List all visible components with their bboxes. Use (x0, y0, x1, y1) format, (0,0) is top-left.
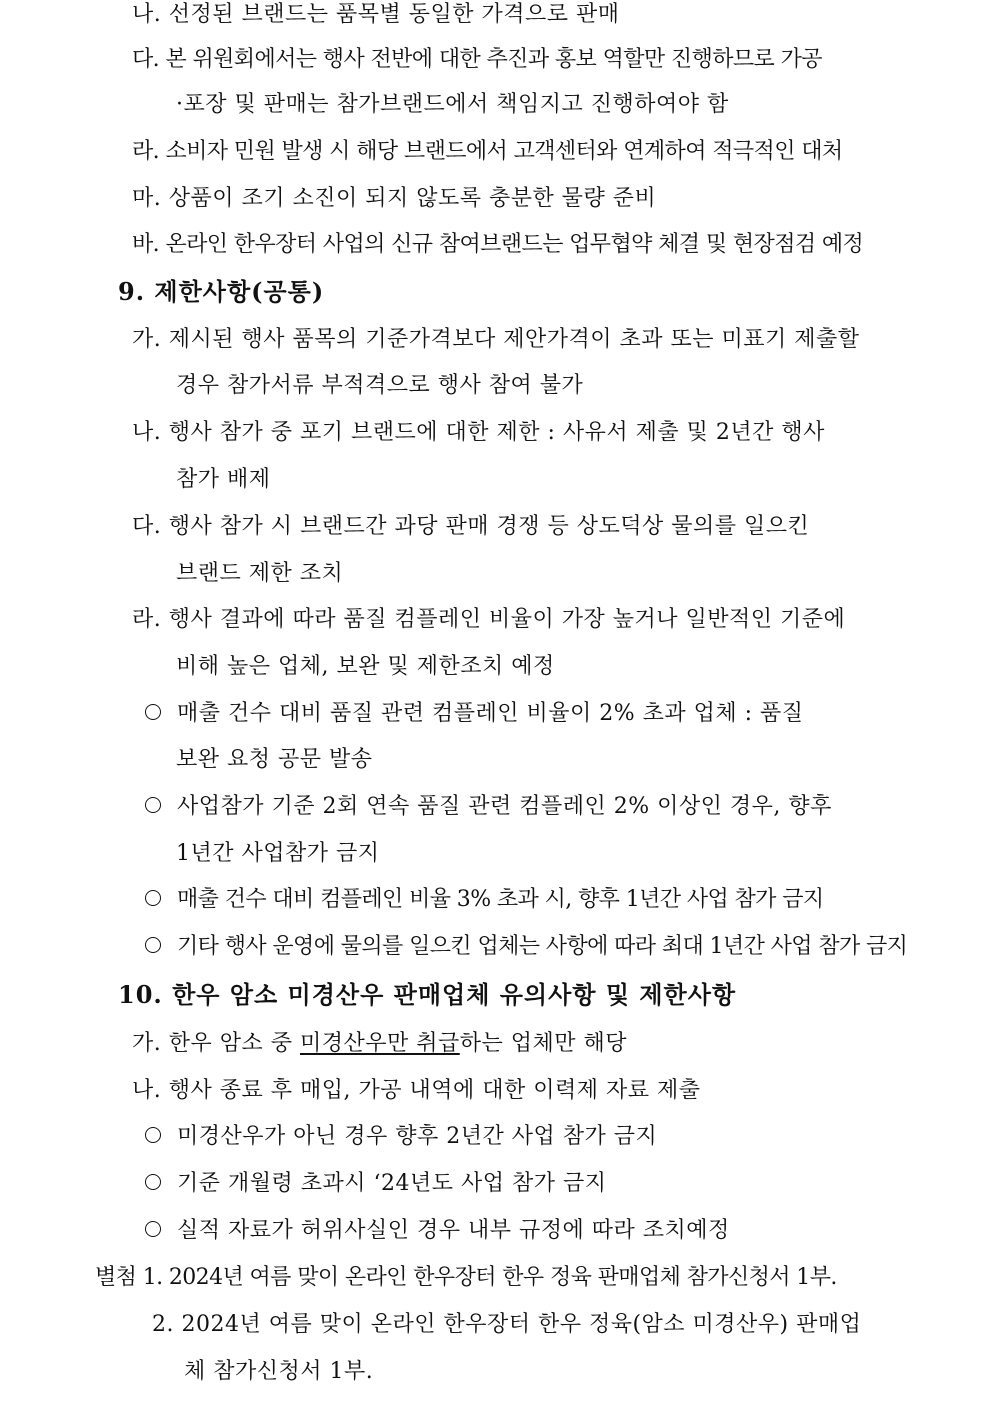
circle-bullet-icon (145, 937, 161, 953)
attachment-1: 별첨 1. 2024년 여름 맞이 온라인 한우장터 한우 정육 판매업체 참가신청서 1부. (95, 1265, 837, 1290)
item-na-continuation: 참가 배제 (176, 467, 271, 492)
underlined-phrase: 미경산우만 취급 (299, 1031, 460, 1056)
item-na-selected-brand: 나. 선정된 브랜드는 품목별 동일한 가격으로 판매 (132, 2, 620, 27)
attachment-2-continuation: 체 참가신청서 1부. (184, 1359, 374, 1384)
bullet-two-consecutive: 사업참가 기준 2회 연속 품질 관련 컴플레인 2% 이상인 경우, 향후 (145, 792, 832, 822)
bullet-not-heifer: 미경산우가 아닌 경우 향후 2년간 사업 참가 금지 (145, 1122, 657, 1152)
bullet-age-exceeded: 기준 개월령 초과시 ‘24년도 사업 참가 금지 (145, 1169, 606, 1199)
bullet-complaint-3pct: 매출 건수 대비 컴플레인 비율 3% 초과 시, 향후 1년간 사업 참가 금지 (145, 885, 824, 915)
bullet-other-misconduct: 기타 행사 운영에 물의를 일으킨 업체는 사항에 따라 최대 1년간 사업 참가 금지 (145, 932, 907, 962)
circle-bullet-icon (145, 797, 161, 813)
item-da-committee-role: 다. 본 위원회에서는 행사 전반에 대한 추진과 홍보 역할만 진행하므로 가공 (132, 47, 822, 72)
circle-bullet-icon (145, 1127, 161, 1143)
circle-bullet-icon (145, 890, 161, 906)
item-ga-price: 가. 제시된 행사 품목의 기준가격보다 제안가격이 초과 또는 미표기 제출할 (132, 327, 860, 352)
item-na-withdrawal: 나. 행사 참가 중 포기 브랜드에 대한 제한 : 사유서 제출 및 2년간 행사 (132, 420, 825, 445)
item-ra-results: 라. 행사 결과에 따라 품질 컴플레인 비율이 가장 높거나 일반적인 기준에 (132, 607, 846, 632)
item-ga-heifer-only: 가. 한우 암소 중 미경산우만 취급하는 업체만 해당 (132, 1031, 628, 1056)
bullet-two-consecutive-continuation: 1년간 사업참가 금지 (176, 841, 380, 866)
bullet-complaint-2pct: 매출 건수 대비 품질 관련 컴플레인 비율이 2% 초과 업체 : 품질 (145, 699, 804, 729)
item-da-continuation: ·포장 및 판매는 참가브랜드에서 책임지고 진행하여야 함 (176, 92, 729, 117)
attachment-2: 2. 2024년 여름 맞이 온라인 한우장터 한우 정육(암소 미경산우) 판매업 (152, 1312, 862, 1337)
item-ma-stock: 마. 상품이 조기 소진이 되지 않도록 충분한 물량 준비 (132, 186, 657, 211)
item-ga-continuation: 경우 참가서류 부적격으로 행사 참여 불가 (176, 373, 584, 398)
item-ra-continuation: 비해 높은 업체, 보완 및 제한조치 예정 (176, 654, 555, 679)
circle-bullet-icon (145, 1221, 161, 1237)
circle-bullet-icon (145, 704, 161, 720)
bullet-false-records: 실적 자료가 허위사실인 경우 내부 규정에 따라 조치예정 (145, 1216, 730, 1246)
item-ba-new-brands: 바. 온라인 한우장터 사업의 신규 참여브랜드는 업무협약 체결 및 현장점검 예정 (132, 232, 864, 257)
item-na-traceability: 나. 행사 종료 후 매입, 가공 내역에 대한 이력제 자료 제출 (132, 1078, 701, 1103)
item-da-competition: 다. 행사 참가 시 브랜드간 과당 판매 경쟁 등 상도덕상 물의를 일으킨 (132, 514, 810, 539)
circle-bullet-icon (145, 1174, 161, 1190)
item-da-continuation-2: 브랜드 제한 조치 (176, 561, 344, 586)
section-heading-9: 9. 제한사항(공통) (118, 277, 325, 306)
bullet-complaint-2pct-continuation: 보완 요청 공문 발송 (176, 747, 373, 772)
section-heading-10: 10. 한우 암소 미경산우 판매업체 유의사항 및 제한사항 (118, 980, 737, 1009)
item-ra-complaints: 라. 소비자 민원 발생 시 해당 브랜드에서 고객센터와 연계하여 적극적인 대처 (132, 139, 843, 164)
